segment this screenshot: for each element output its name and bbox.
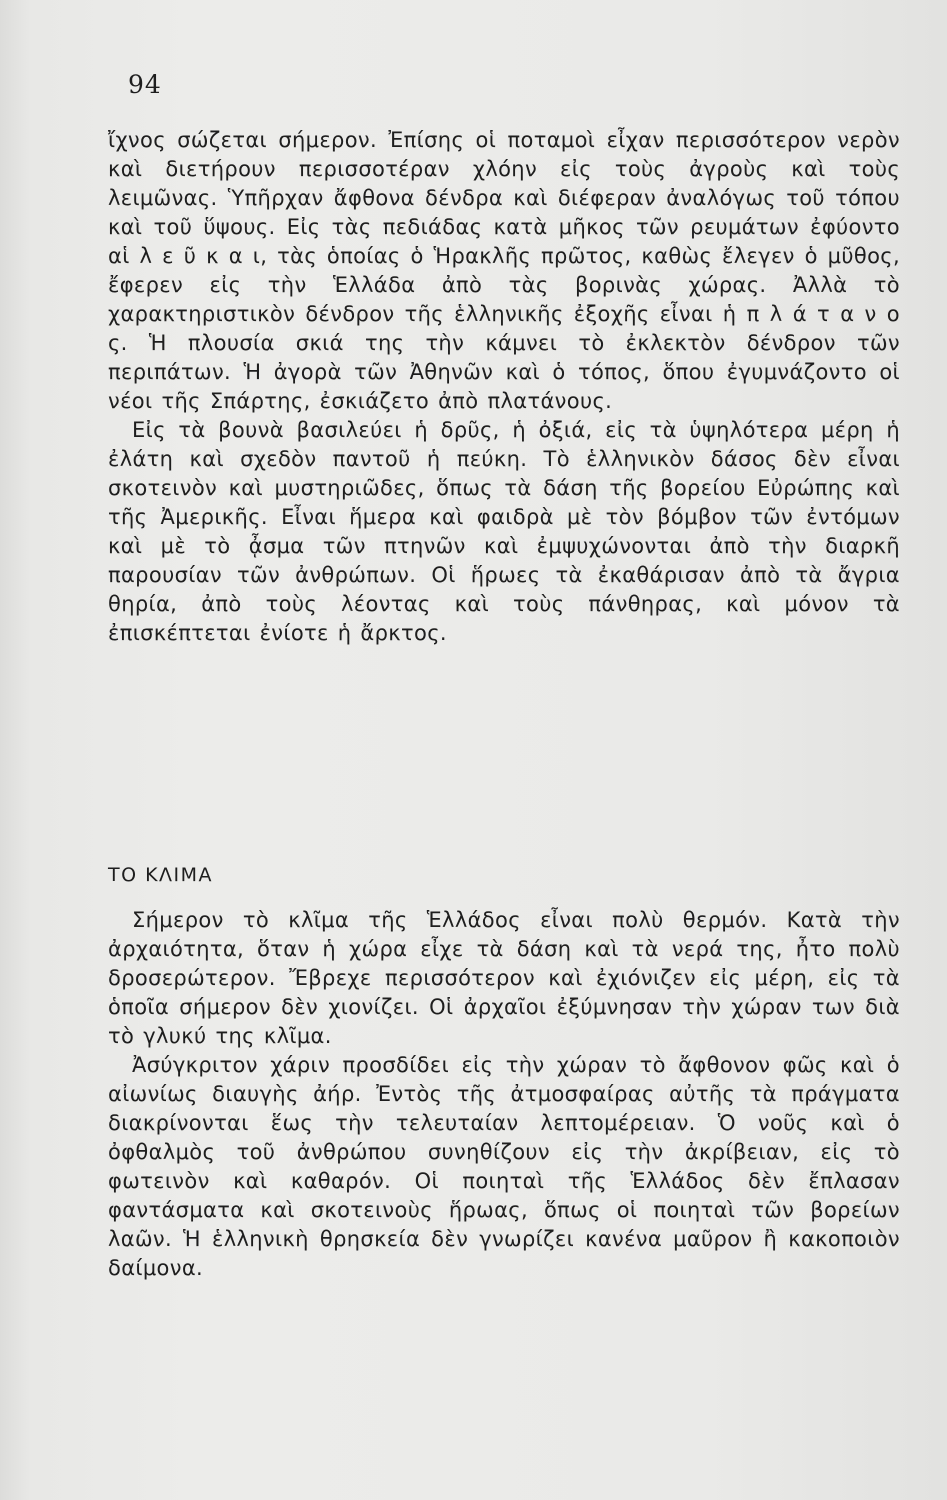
paragraph: Σήμερον τὸ κλῖμα τῆς Ἑλλάδος εἶναι πολὺ θερμόν. Κατὰ τὴν ἀρχαιότητα, ὅταν ἡ χώρα εἶχε τὰ δάση καὶ τὰ νερά της, ἦτο πολὺ δροσερώτερον. Ἔβρεχε περισσότερον καὶ ἐχιόνιζεν εἰς μέρη, εἰς τὰ ὁποῖα σήμερον δὲν χιονίζει. Οἱ ἀρχαῖοι ἐξύμνησαν τὴν χώραν των διὰ τὸ γλυκύ της κλῖμα.: [108, 908, 900, 1048]
paragraph: Ἀσύγκριτον χάριν προσδίδει εἰς τὴν χώραν τὸ ἄφθονον φῶς καὶ ὁ αἰωνίως διαυγὴς ἀήρ. Ἐντὸς τῆς ἀτμοσφαίρας αὐτῆς τὰ πράγματα διακρίνονται ἕως τὴν τελευταίαν λεπτομέρειαν. Ὁ νοῦς καὶ ὁ ὀφθαλμὸς τοῦ ἀνθρώπου συνηθίζουν εἰς τὴν ἀκρίβειαν, εἰς τὸ φωτεινὸν καὶ καθαρόν. Οἱ ποιηταὶ τῆς Ἑλλάδος δὲν ἔπλασαν φαντάσματα καὶ σκοτεινοὺς ἥρωας, ὅπως οἱ ποιηταὶ τῶν βορείων λαῶν. Ἡ ἑλληνικὴ θρησκεία δὲν γνωρίζει κανένα μαῦρον ἢ κακοποιὸν δαίμονα.: [108, 1053, 900, 1280]
page-number: 94: [128, 70, 162, 99]
body-text-top: [108, 126, 900, 648]
paragraph: ἴχνος σώζεται σήμερον. Ἐπίσης οἱ ποταμοὶ εἶχαν περισσότερον νερὸν καὶ διετήρουν περισσοτέραν χλόην εἰς τοὺς ἀγροὺς καὶ τοὺς λειμῶνας. Ὑπῆρχαν ἄφθονα δένδρα καὶ διέφεραν ἀναλόγως τοῦ τόπου καὶ τοῦ ὕψους. Εἰς τὰς πεδιάδας κατὰ μῆκος τῶν ρευμάτων ἐφύοντο αἱ λ ε ῦ κ α ι, τὰς ὁποίας ὁ Ἡρακλῆς πρῶτος, καθὼς ἔλεγεν ὁ μῦθος, ἔφερεν εἰς τὴν Ἑλλάδα ἀπὸ τὰς βορινὰς χώρας. Ἀλλὰ τὸ χαρακτηριστικὸν δένδρον τῆς ἑλληνικῆς ἐξοχῆς εἶναι ἡ π λ ά τ α ν ο ς. Ἡ πλουσία σκιά της τὴν κάμνει τὸ ἐκλεκτὸν δένδρον τῶν περιπάτων. Ἡ ἀγορὰ τῶν Ἀθηνῶν καὶ ὁ τόπος, ὅπου ἐγυμνάζοντο οἱ νέοι τῆς Σπάρτης, ἐσκιάζετο ἀπὸ πλατάνους.: [108, 128, 900, 413]
section-heading: ΤΟ ΚΛΙΜΑ: [108, 864, 214, 886]
body-text-bottom: [108, 906, 900, 1283]
paragraph: Εἰς τὰ βουνὰ βασιλεύει ἡ δρῦς, ἡ ὀξιά, εἰς τὰ ὑψηλότερα μέρη ἡ ἐλάτη καὶ σχεδὸν παντοῦ ἡ πεύκη. Τὸ ἑλληνικὸν δάσος δὲν εἶναι σκοτεινὸν καὶ μυστηριῶδες, ὅπως τὰ δάση τῆς βορείου Εὐρώπης καὶ τῆς Ἀμερικῆς. Εἶναι ἥμερα καὶ φαιδρὰ μὲ τὸν βόμβον τῶν ἐντόμων καὶ μὲ τὸ ᾆσμα τῶν πτηνῶν καὶ ἐμψυχώνονται ἀπὸ τὴν διαρκῆ παρουσίαν τῶν ἀνθρώπων. Οἱ ἥρωες τὰ ἐκαθάρισαν ἀπὸ τὰ ἄγρια θηρία, ἀπὸ τοὺς λέοντας καὶ τοὺς πάνθηρας, καὶ μόνον τὰ ἐπισκέπτεται ἐνίοτε ἡ ἄρκτος.: [108, 418, 900, 645]
